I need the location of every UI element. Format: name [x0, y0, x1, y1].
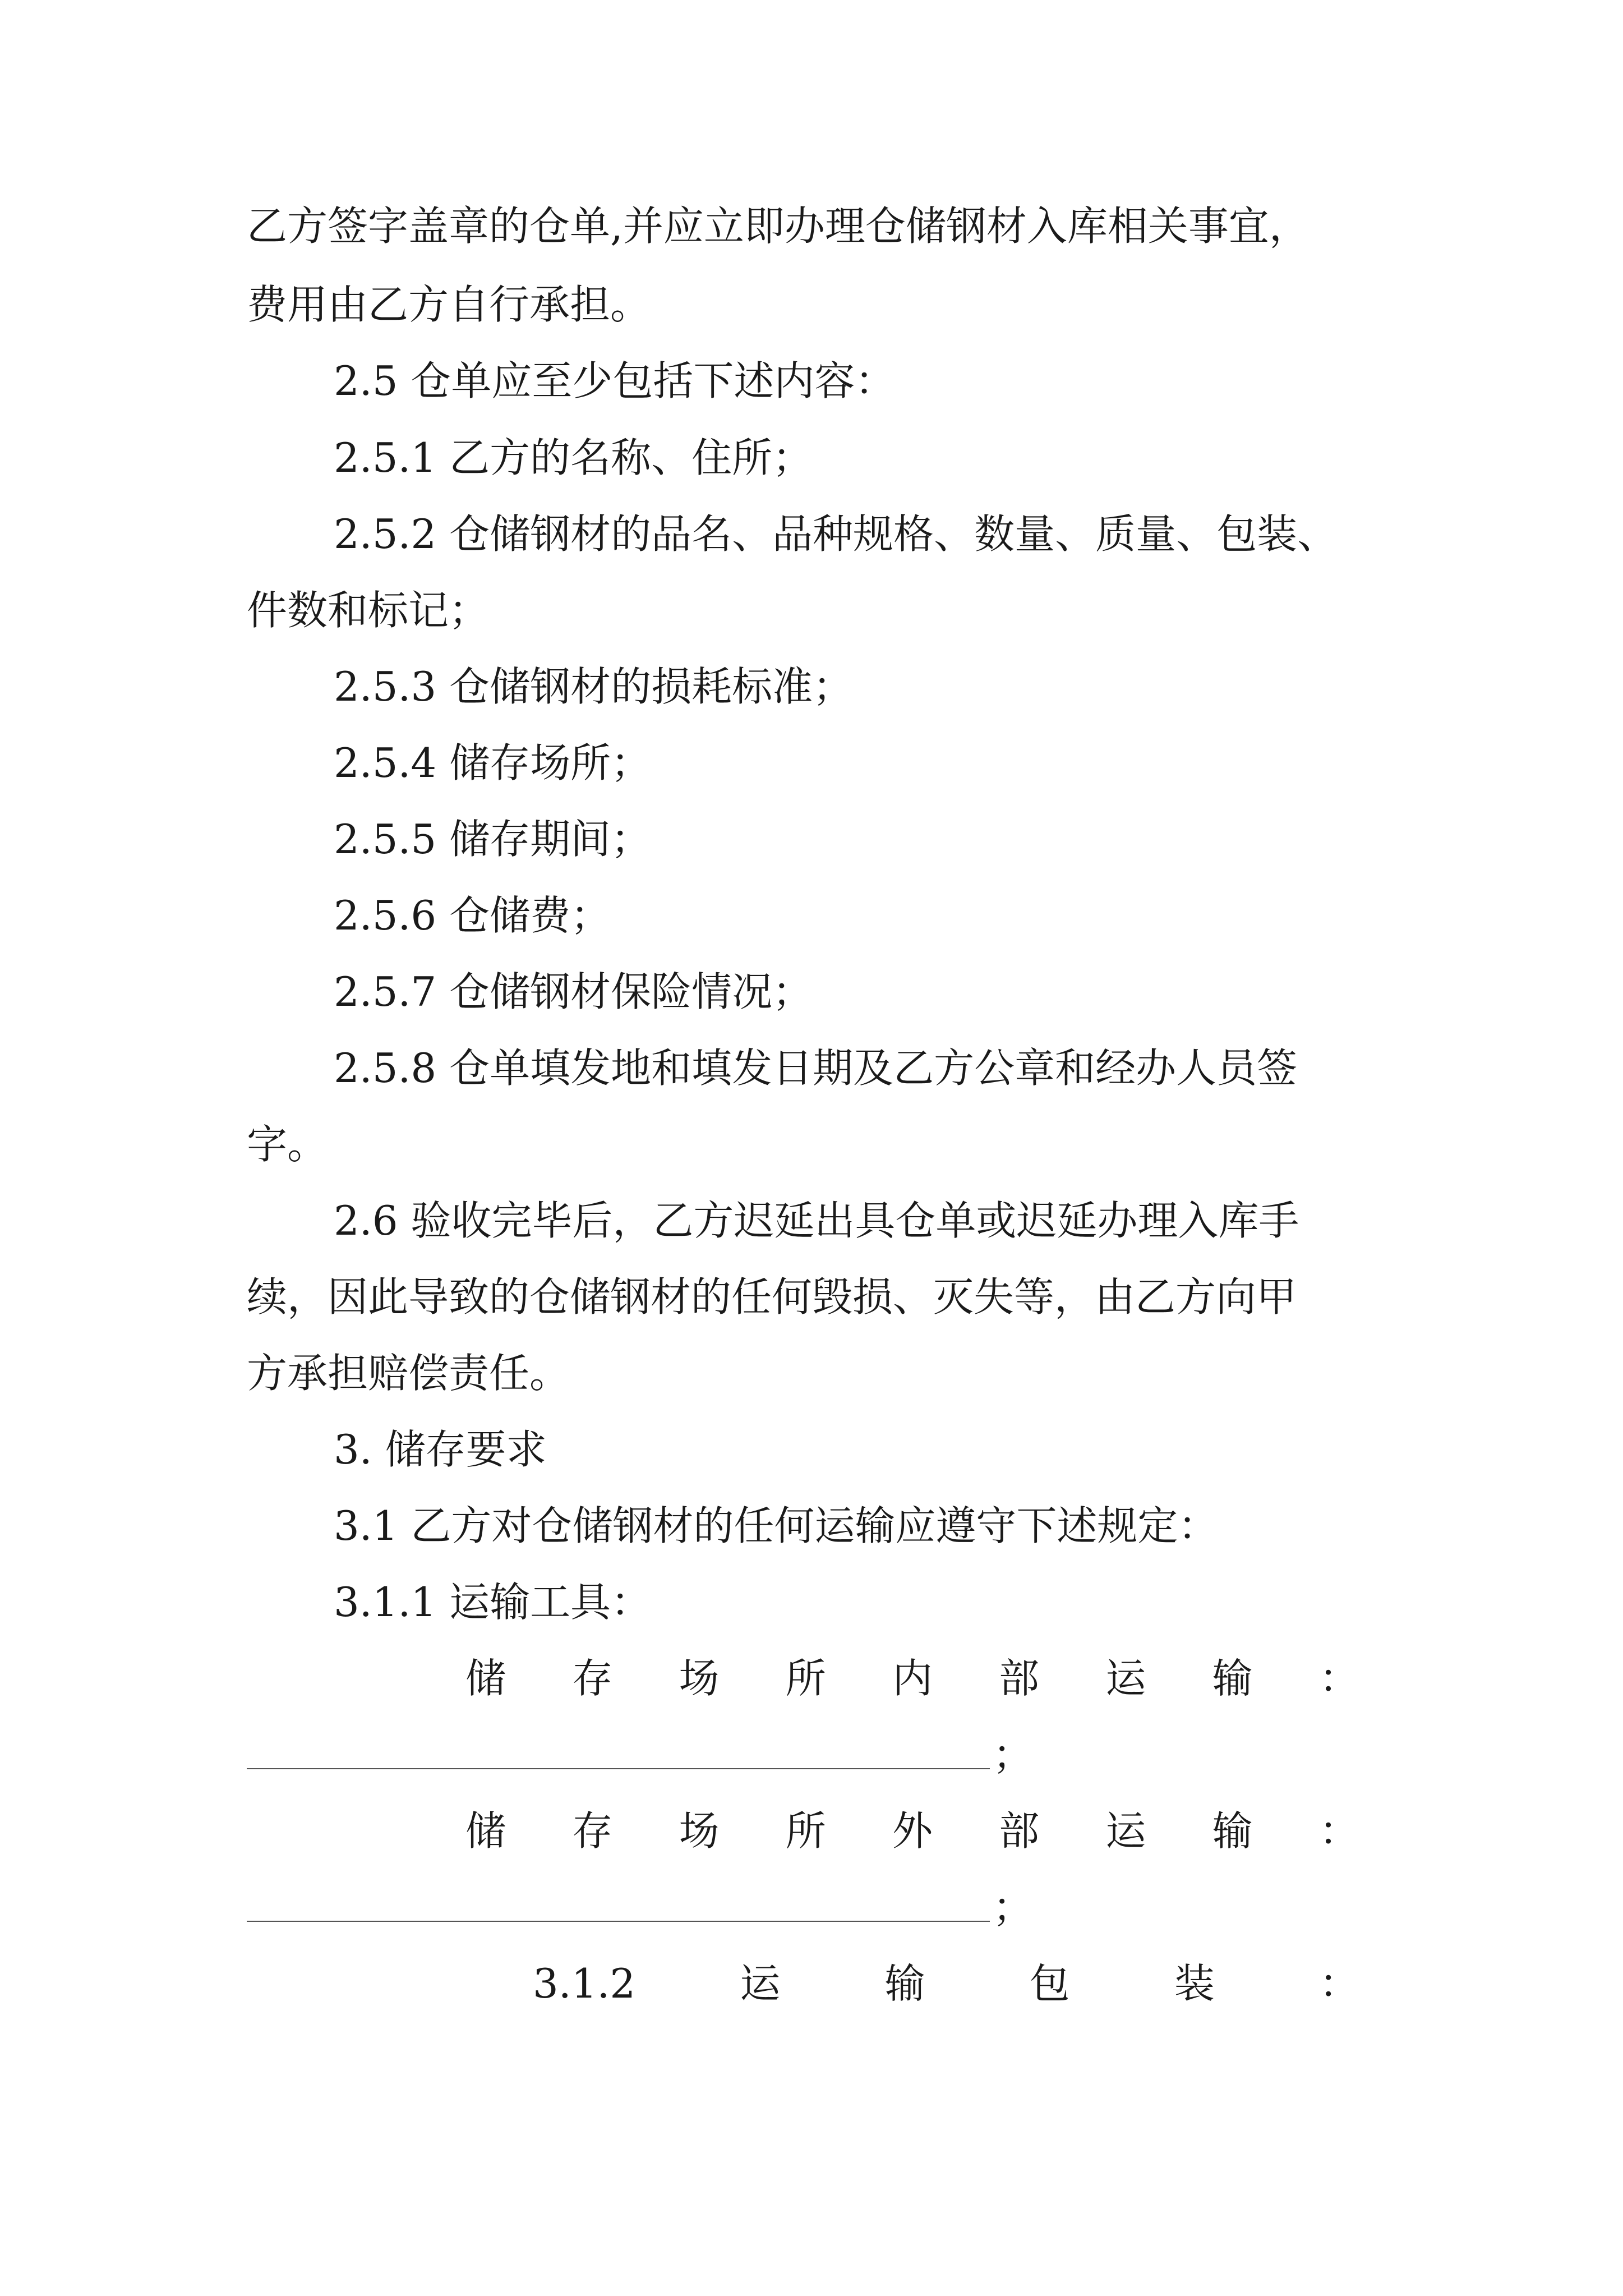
clause-2-5-8: 2.5.8 仓单填发地和填发日期及乙方公章和经办人员签 [334, 1045, 1298, 1092]
clause-2-5-4: 2.5.4 储存场所； [334, 739, 652, 786]
paragraph-line: 件数和标记； [247, 587, 490, 634]
paragraph-line: 费用由乙方自行承担。 [247, 281, 651, 328]
internal-transport-blank[interactable] [247, 1768, 990, 1769]
external-transport-blank[interactable] [247, 1921, 990, 1922]
section-3-heading: 3. 储存要求 [334, 1426, 547, 1473]
clause-2-5-6: 2.5.6 仓储费； [334, 892, 611, 939]
semicolon: ； [993, 1884, 1034, 1931]
clause-2-5-7: 2.5.7 仓储钢材保险情况； [334, 968, 813, 1015]
paragraph-line: 方承担赔偿责任。 [247, 1350, 570, 1397]
external-transport-label: 储 存 场 所 外 部 运 输 ： [465, 1807, 1359, 1855]
clause-2-5-3: 2.5.3 仓储钢材的损耗标准； [334, 663, 854, 710]
clause-2-5: 2.5 仓单应至少包括下述内容： [334, 357, 896, 404]
clause-2-5-2: 2.5.2 仓储钢材的品名、品种规格、数量、质量、包装、 [334, 510, 1338, 558]
paragraph-line: 乙方签字盖章的仓单,并应立即办理仓储钢材入库相关事宜， [247, 203, 1310, 250]
clause-3-1: 3.1 乙方对仓储钢材的任何运输应遵守下述规定： [334, 1502, 1219, 1549]
clause-2-6: 2.6 验收完毕后，乙方迟延出具仓单或迟延办理入库手 [334, 1197, 1299, 1244]
internal-transport-label: 储 存 场 所 内 部 运 输 ： [465, 1655, 1359, 1702]
clause-2-5-5: 2.5.5 储存期间； [334, 816, 652, 863]
paragraph-line: 字。 [247, 1121, 328, 1168]
clause-2-5-1: 2.5.1 乙方的名称、住所； [334, 434, 813, 481]
paragraph-line: 续，因此导致的仓储钢材的任何毁损、灭失等，由乙方向甲 [247, 1273, 1297, 1320]
semicolon: ； [993, 1731, 1034, 1778]
clause-3-1-1: 3.1.1 运输工具： [334, 1579, 652, 1626]
packaging-label: 3.1.2 运 输 包 装 ： [533, 1960, 1359, 2007]
